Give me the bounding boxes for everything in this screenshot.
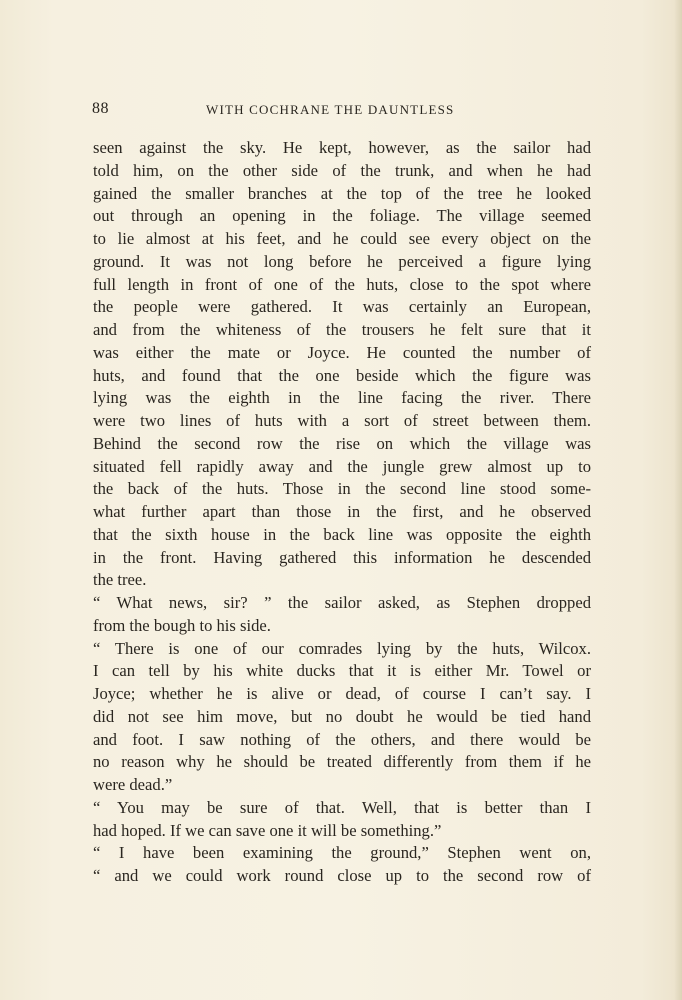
- text-line: “ What news, sir? ” the sailor asked, as Stephen dropped: [93, 593, 591, 612]
- text-line: from the bough to his side.: [93, 615, 271, 635]
- text-line: “ You may be sure of that. Well, that is better than I: [93, 797, 591, 817]
- page-edge-shadow: [674, 0, 682, 1000]
- text-line: did not see him move, but no doubt he would be tied hand: [93, 706, 591, 726]
- text-line: told him, on the other side of the trunk, and when he had: [93, 160, 591, 180]
- text-line: the tree.: [93, 570, 147, 590]
- text-line: situated fell rapidly away and the jungle grew almost up to: [93, 456, 591, 476]
- text-line: out through an opening in the foliage. The village seemed: [93, 206, 591, 226]
- text-line: and from the whiteness of the trousers he felt sure that it: [93, 320, 591, 339]
- text-line: full length in front of one of the huts, close to the spot where: [93, 274, 591, 294]
- text-line: ground. It was not long before he perceived a figure lying: [93, 251, 591, 271]
- text-line: and foot. I saw nothing of the others, and there would be: [93, 729, 591, 749]
- text-line: to lie almost at his feet, and he could see every object on the: [93, 229, 591, 248]
- text-line: Joyce; whether he is alive or dead, of course I can’t say. I: [93, 684, 591, 703]
- text-line: lying was the eighth in the line facing the river. There: [93, 388, 591, 408]
- text-line: no reason why he should be treated differently from them if he: [93, 752, 591, 772]
- body-text: [93, 137, 591, 888]
- text-line: gained the smaller branches at the top of the tree he looked: [93, 183, 591, 203]
- text-line: “ I have been examining the ground,” Stephen went on,: [93, 843, 591, 863]
- text-line: huts, and found that the one beside which the figure was: [93, 365, 591, 385]
- running-head: [92, 100, 592, 120]
- text-line: that the sixth house in the back line was opposite the eighth: [93, 524, 591, 544]
- running-title: WITH COCHRANE THE DAUNTLESS: [206, 102, 455, 117]
- text-line: I can tell by his white ducks that it is either Mr. Towel or: [93, 661, 591, 681]
- text-line: was either the mate or Joyce. He counted the number of: [93, 342, 591, 362]
- text-line: seen against the sky. He kept, however, as the sailor had: [93, 138, 591, 157]
- text-line: the people were gathered. It was certainly an European,: [93, 297, 591, 317]
- text-line: in the front. Having gathered this information he descended: [93, 547, 591, 567]
- text-line: were two lines of huts with a sort of street between them.: [93, 411, 591, 430]
- text-line: had hoped. If we can save one it will be something.”: [93, 820, 442, 840]
- page-number: 88: [92, 100, 109, 117]
- text-line: were dead.”: [93, 775, 173, 794]
- text-line: Behind the second row the rise on which the village was: [93, 433, 591, 453]
- text-line: what further apart than those in the first, and he observed: [93, 502, 591, 521]
- text-line: “ There is one of our comrades lying by the huts, Wilcox.: [93, 638, 591, 658]
- text-line: the back of the huts. Those in the second line stood some-: [93, 479, 591, 499]
- text-line: “ and we could work round close up to the second row of: [93, 866, 591, 885]
